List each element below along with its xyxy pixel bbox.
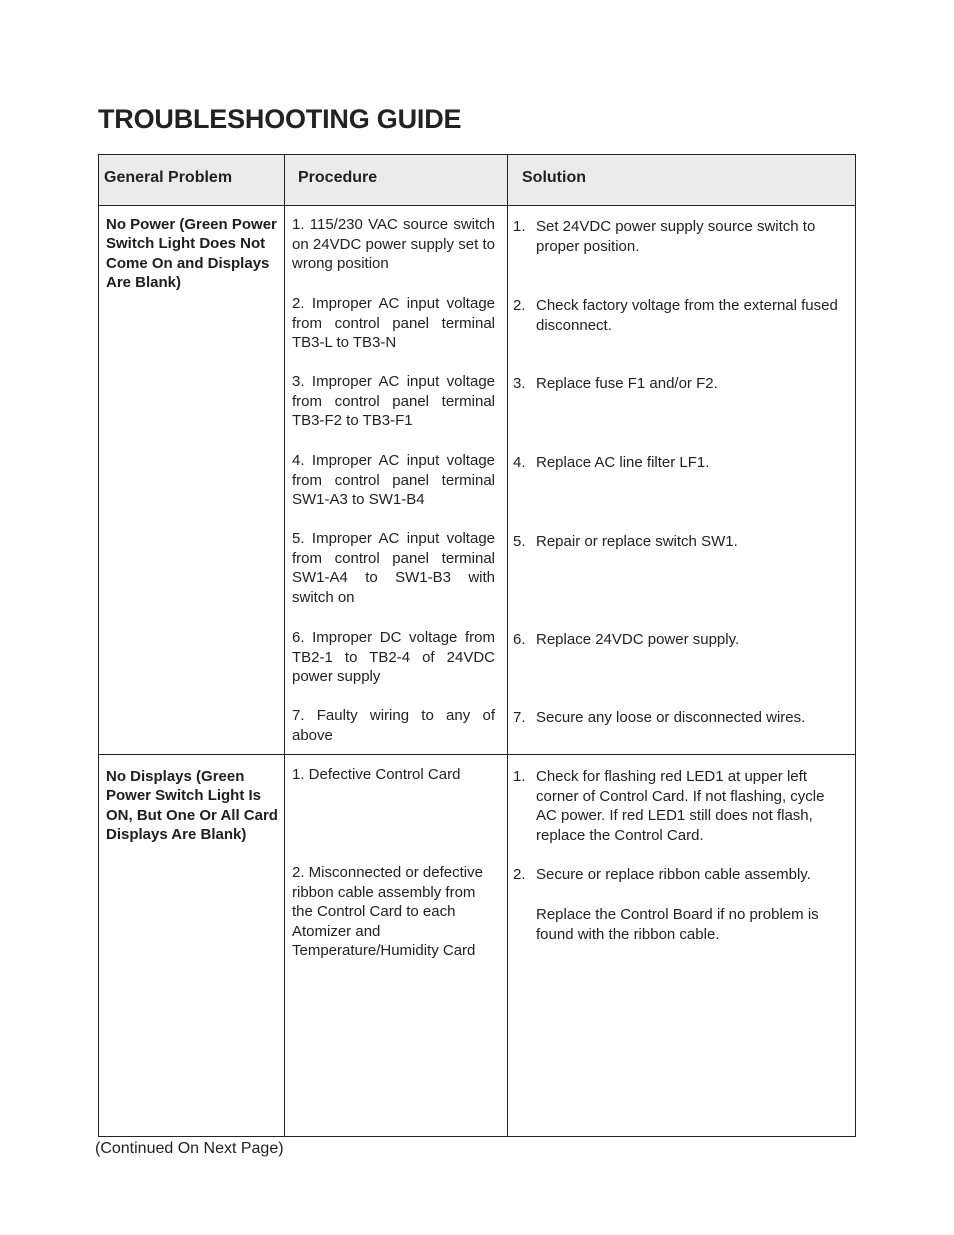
solution-item — [513, 296, 848, 335]
procedure-item: 5. Improper AC input voltage from control panel terminal SW1-A4 to SW1-B3 with switch on — [292, 530, 495, 606]
solution-number: 2. — [513, 297, 526, 314]
solution-text: Replace fuse F1 and/or F2. — [536, 375, 718, 392]
procedure-item: 1. 115/230 VAC source switch on 24VDC power supply set to wrong position — [292, 216, 495, 273]
column-divider — [507, 155, 508, 1136]
solution-text: Secure any loose or disconnected wires. — [536, 709, 806, 726]
solution-text: Repair or replace switch SW1. — [536, 533, 738, 550]
procedure-item: 3. Improper AC input voltage from control panel terminal TB3-F2 to TB3-F1 — [292, 373, 495, 430]
procedure-item: 2. Improper AC input voltage from control panel terminal TB3-L to TB3-N — [292, 295, 495, 352]
solution-item — [513, 532, 848, 552]
solution-text: Replace 24VDC power supply. — [536, 631, 740, 648]
continued-note: (Continued On Next Page) — [95, 1140, 284, 1157]
solution-text: Set 24VDC power supply source switch to proper position. — [536, 218, 816, 255]
solution-item — [513, 767, 848, 845]
solution-text: Replace the Control Board if no problem is found with the ribbon cable. — [536, 906, 819, 943]
row-divider — [99, 205, 855, 206]
procedure-item: 7. Faulty wiring to any of above — [292, 707, 495, 744]
solution-item — [513, 453, 848, 473]
procedure-item: 6. Improper DC voltage from TB2-1 to TB2-4 of 24VDC power supply — [292, 629, 495, 686]
row-divider — [99, 754, 855, 755]
page-title: TROUBLESHOOTING GUIDE — [98, 104, 462, 134]
problem-no-displays: No Displays (Green Power Switch Light Is ON, But One Or All Card Displays Are Blank) — [106, 768, 278, 844]
column-divider — [284, 155, 285, 1136]
solution-text: Replace AC line filter LF1. — [536, 454, 710, 471]
procedure-item: 2. Misconnected or defective ribbon cable assembly from the Control Card to each Atomizer and Temperature/Humidity Card — [292, 864, 483, 960]
header-procedure: Procedure — [298, 169, 378, 186]
header-solution: Solution — [522, 169, 586, 186]
troubleshooting-table — [98, 154, 856, 1137]
solution-number: 2. — [513, 866, 526, 883]
problem-no-power: No Power (Green Power Switch Light Does Not Come On and Displays Are Blank) — [106, 216, 277, 292]
solution-item — [513, 865, 848, 885]
solution-number: 1. — [513, 768, 526, 785]
solution-text: Secure or replace ribbon cable assembly. — [536, 866, 811, 883]
solution-item — [513, 708, 848, 728]
procedure-item: 4. Improper AC input voltage from control panel terminal SW1-A3 to SW1-B4 — [292, 452, 495, 509]
solution-text: Check for flashing red LED1 at upper left corner of Control Card. If not flashing, cycle AC power. If red LED1 still does not flash, replace the Control Card. — [536, 768, 825, 844]
solution-number: 1. — [513, 218, 526, 235]
solution-item — [513, 374, 848, 394]
header-general-problem: General Problem — [104, 169, 233, 186]
solution-number: 6. — [513, 631, 526, 648]
solution-number: 3. — [513, 375, 526, 392]
solution-item — [513, 630, 848, 650]
procedure-item: 1. Defective Control Card — [292, 766, 461, 783]
solution-item — [513, 217, 848, 256]
solution-number: 7. — [513, 709, 526, 726]
solution-note — [513, 905, 848, 944]
solution-number: 4. — [513, 454, 526, 471]
solution-number: 5. — [513, 533, 526, 550]
solution-text: Check factory voltage from the external fused disconnect. — [536, 297, 838, 334]
